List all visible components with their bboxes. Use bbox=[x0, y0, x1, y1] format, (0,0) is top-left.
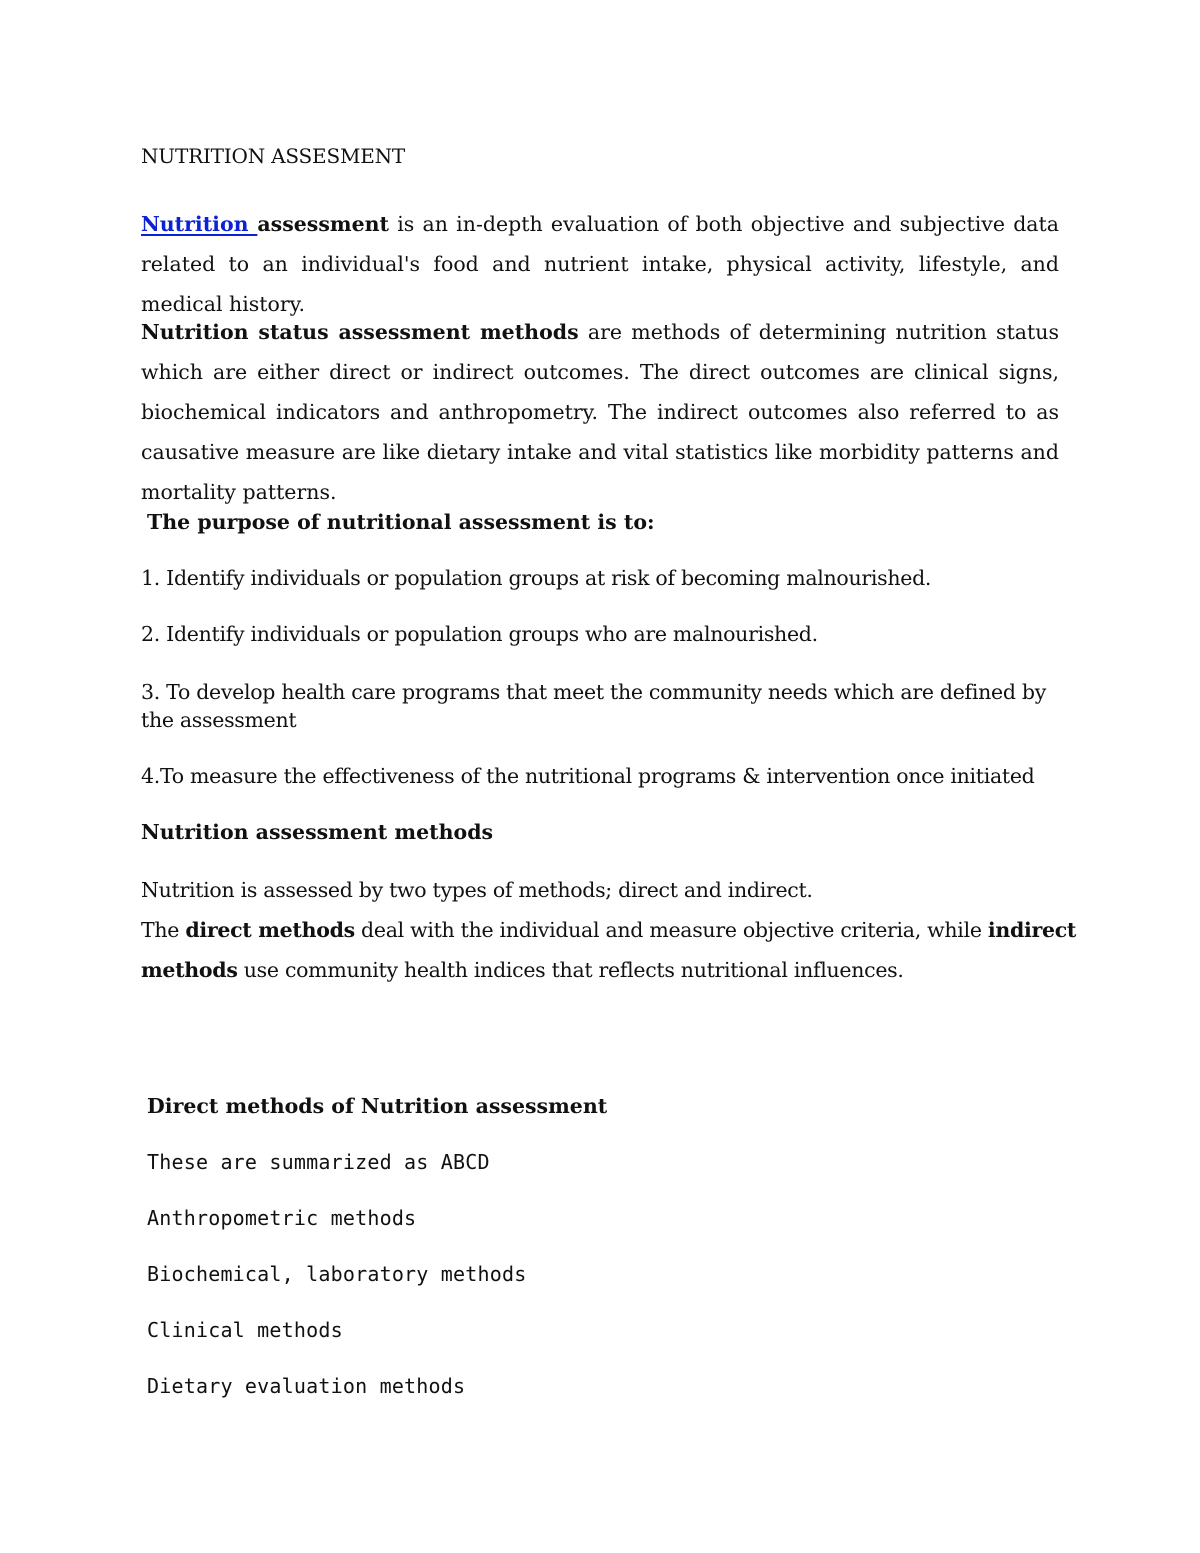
methods-heading-text: Nutrition assessment methods bbox=[141, 820, 494, 844]
document-title: NUTRITION ASSESMENT bbox=[141, 144, 406, 168]
intro-text: is an in-depth evaluation of both objective and subjective data related to an individual's food and nutrient intake, physical activity, lifestyle, and medical history. bbox=[141, 212, 1059, 316]
direct-heading bbox=[147, 1086, 607, 1126]
direct-item: Dietary evaluation methods bbox=[147, 1374, 466, 1398]
direct-item: Biochemical, laboratory methods bbox=[147, 1262, 527, 1286]
purpose-item: 4.To measure the effectiveness of the nutritional programs & intervention once initiated bbox=[141, 764, 1035, 788]
intro-bold-term: assessment bbox=[257, 212, 389, 236]
status-bold-term: Nutrition status assessment methods bbox=[141, 320, 579, 344]
methods-line bbox=[141, 950, 904, 990]
nutrition-link[interactable]: Nutrition bbox=[141, 212, 258, 236]
direct-item: These are summarized as ABCD bbox=[147, 1150, 490, 1174]
purpose-item-continuation: the assessment bbox=[141, 708, 297, 732]
methods-text: The bbox=[141, 918, 186, 942]
status-paragraph bbox=[141, 312, 1059, 512]
direct-item: Clinical methods bbox=[147, 1318, 343, 1342]
methods-text: deal with the individual and measure objective criteria, while bbox=[354, 918, 988, 942]
methods-text: use community health indices that reflects nutritional influences. bbox=[237, 958, 904, 982]
direct-heading-text: Direct methods of Nutrition assessment bbox=[147, 1094, 608, 1118]
methods-line: Nutrition is assessed by two types of methods; direct and indirect. bbox=[141, 878, 813, 902]
direct-methods-term: direct methods bbox=[185, 918, 355, 942]
purpose-item: 1. Identify individuals or population groups at risk of becoming malnourished. bbox=[141, 566, 932, 590]
purpose-heading bbox=[147, 502, 655, 542]
purpose-item: 3. To develop health care programs that meet the community needs which are defined by bbox=[141, 680, 1046, 704]
direct-item: Anthropometric methods bbox=[147, 1206, 417, 1230]
methods-heading bbox=[141, 812, 493, 852]
methods-term: methods bbox=[141, 958, 238, 982]
status-text: are methods of determining nutrition status which are either direct or indirect outcomes. The direct outcomes are clinical signs, biochemical indicators and anthropometry. The indirect outcomes also referred to as causative measure are like dietary intake and vital statistics like morbidity patterns and mortality patterns. bbox=[141, 320, 1059, 504]
methods-line bbox=[141, 910, 1076, 950]
indirect-term: indirect bbox=[987, 918, 1077, 942]
purpose-heading-text: The purpose of nutritional assessment is to: bbox=[147, 510, 655, 534]
intro-paragraph bbox=[141, 204, 1059, 324]
purpose-item: 2. Identify individuals or population groups who are malnourished. bbox=[141, 622, 818, 646]
